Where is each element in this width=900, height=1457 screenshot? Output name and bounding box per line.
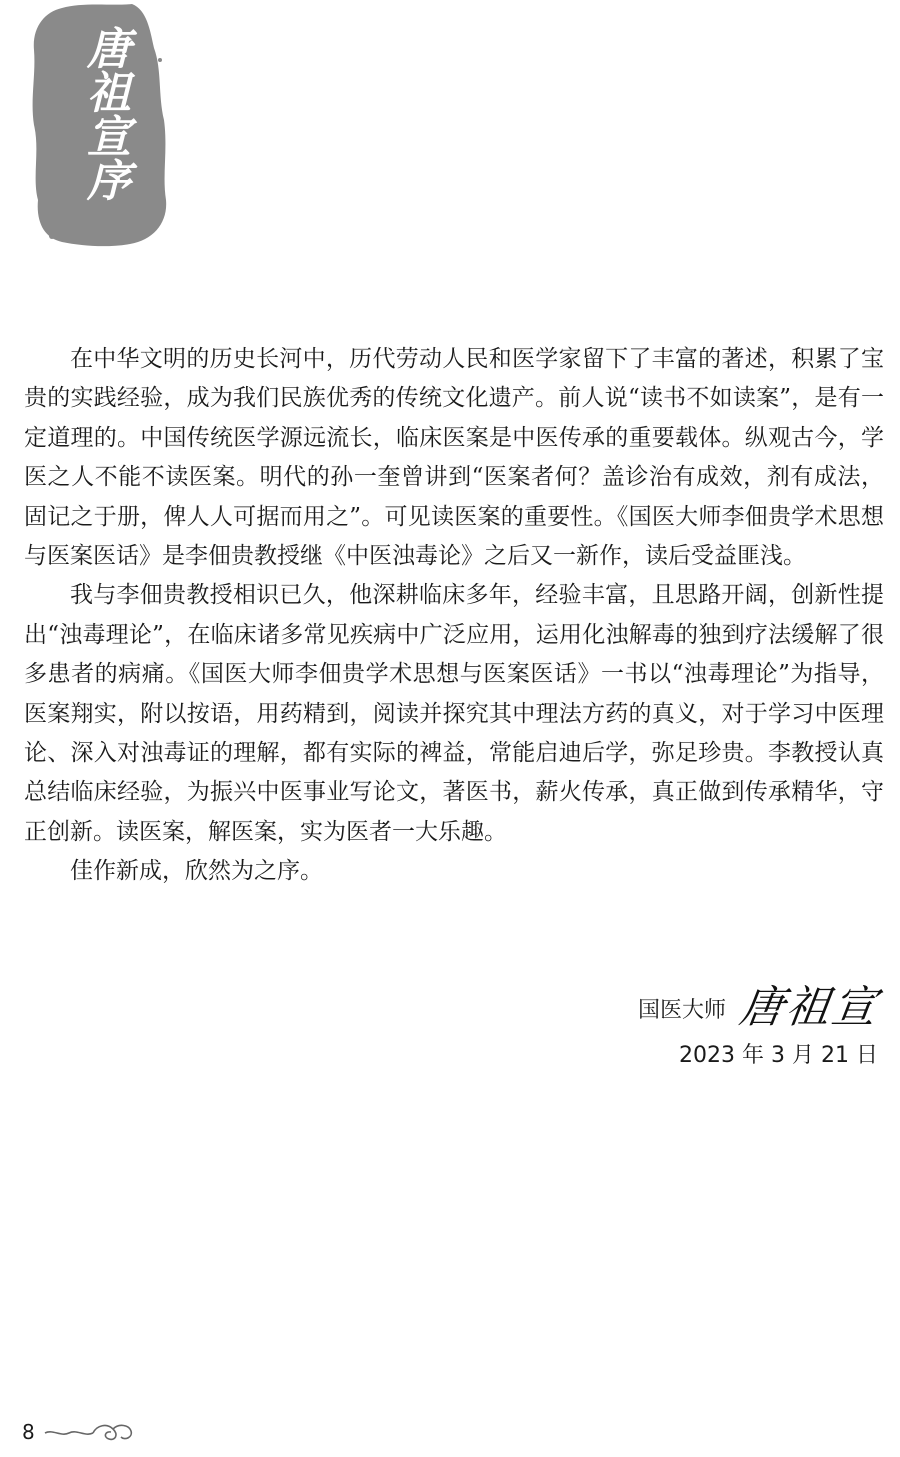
page-number: 8 <box>22 1420 35 1444</box>
signature-line <box>637 978 882 1038</box>
page-footer <box>22 1420 133 1444</box>
signature-name: 唐祖宣 <box>736 982 882 1033</box>
paragraph: 佳作新成，欣然为之序。 <box>70 858 323 885</box>
signature-title: 国医大师 <box>637 997 726 1023</box>
preface-body <box>24 340 884 892</box>
paragraph: 我与李佃贵教授相识已久，他深耕临床多年，经验丰富，且思路开阔，创新性提出“浊毒理论”，在临床诸多常见疾病中广泛应用，运用化浊解毒的独到疗法缓解了很多患者的病痛。《国医大师李佃贵学术思想与医案医话》一书以“浊毒理论”为指导，医案翔实，附以按语，用药精到，阅读并探究其中理法方药的真义，对于学习中医理论、深入对浊毒证的理解，都有实际的裨益，常能启迪后学，弥足珍贵。李教授认真总结临床经验，为振兴中医事业写论文，著医书，薪火传承，真正做到传承精华，守正创新。读医案，解医案，实为医者一大乐趣。 <box>24 582 884 845</box>
page-title: 唐祖宣序 <box>87 24 131 207</box>
title-stamp <box>22 0 172 250</box>
signature-date: 2023 年 3 月 21 日 <box>679 1043 878 1068</box>
paragraph: 在中华文明的历史长河中，历代劳动人民和医学家留下了丰富的著述，积累了宝贵的实践经验，成为我们民族优秀的传统文化遗产。前人说“读书不如读案”，是有一定道理的。中国传统医学源远流长，临床医案是中医传承的重要载体。纵观古今，学医之人不能不读医案。明代的孙一奎曾讲到“医案者何？盖诊治有成效，剂有成法，固记之于册，俾人人可据而用之”。可见读医案的重要性。《国医大师李佃贵学术思想与医案医话》是李佃贵教授继《中医浊毒论》之后又一新作，读后受益匪浅。 <box>24 346 884 570</box>
cloud-ornament-icon <box>43 1421 133 1443</box>
